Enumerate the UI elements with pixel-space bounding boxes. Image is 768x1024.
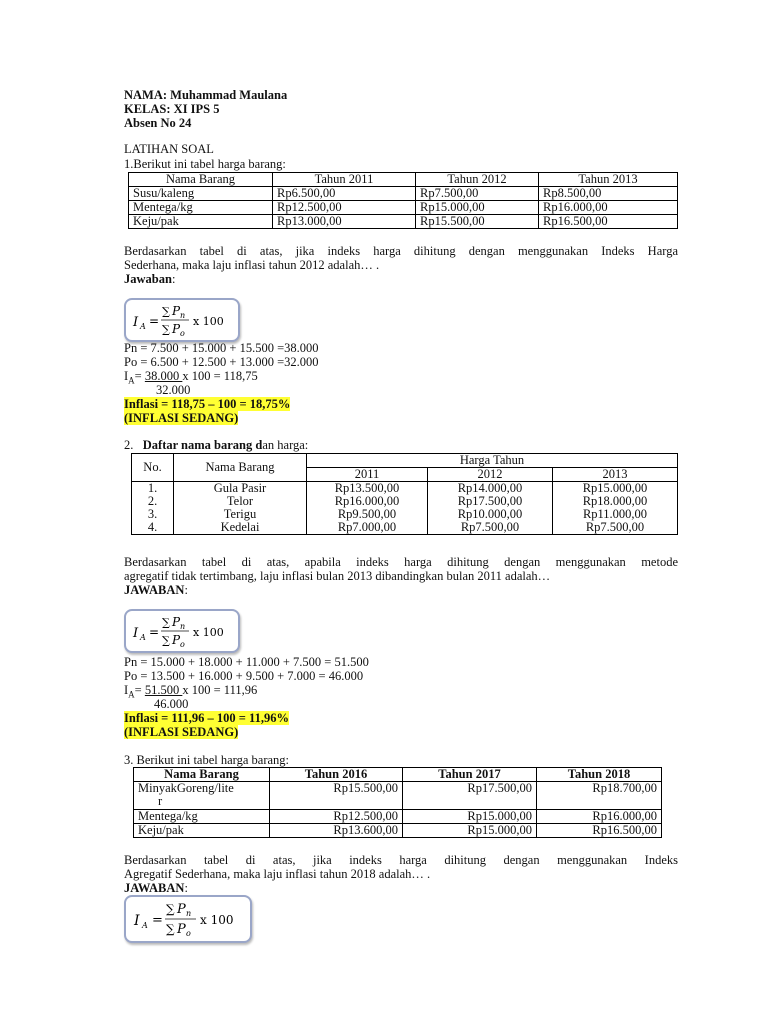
svg-text:∑: ∑ — [166, 902, 175, 916]
table-cell: Rp17.500,00 — [403, 782, 537, 810]
svg-text:P: P — [172, 322, 181, 336]
q2-kategori: (INFLASI SEDANG) — [124, 725, 239, 739]
table-cell: Kedelai — [174, 521, 307, 535]
svg-text:n: n — [186, 909, 192, 918]
q1-kategori: (INFLASI SEDANG) — [124, 411, 239, 425]
svg-text:A: A — [140, 633, 146, 642]
header-cell: Tahun 2011 — [273, 173, 416, 187]
table-cell: Rp16.000,00 — [537, 810, 662, 824]
svg-text:o: o — [180, 329, 185, 338]
table-cell: Rp14.000,00 — [428, 482, 553, 496]
table-row — [134, 824, 662, 838]
table-header-row — [134, 768, 662, 782]
table-cell: Rp7.500,00 — [416, 187, 539, 201]
q2-inflasi: Inflasi = 111,96 – 100 = 11,96% — [124, 711, 289, 725]
q2-pn: Pn = 15.000 + 18.000 + 11.000 + 7.500 = 51.500 — [124, 655, 369, 669]
header-cell: Tahun 2018 — [537, 768, 662, 782]
svg-text:n: n — [180, 622, 186, 631]
table-header-row — [129, 173, 678, 187]
svg-text:I: I — [134, 913, 140, 929]
svg-text:∑: ∑ — [162, 616, 170, 629]
q1-question-line2: Sederhana, maka laju inflasi tahun 2012 adalah… . — [124, 258, 380, 272]
table-cell: Rp16.500,00 — [537, 824, 662, 838]
svg-text:P: P — [172, 615, 181, 629]
q3-question-line1: Berdasarkan tabel di atas, jika indeks harga dihitung dengan menggunakan Indeks — [124, 853, 678, 867]
table-cell: Rp7.000,00 — [307, 521, 428, 535]
header-cell: Tahun 2013 — [539, 173, 678, 187]
header-cell: 2011 — [307, 468, 428, 482]
q1-intro: 1.Berikut ini tabel harga barang: — [124, 157, 286, 171]
table-header-row — [132, 454, 678, 468]
q3-answer-label: JAWABAN: — [124, 881, 188, 895]
q1-pn: Pn = 7.500 + 15.000 + 15.500 =38.000 — [124, 341, 319, 355]
q1-question-line1: Berdasarkan tabel di atas, jika indeks harga dihitung dengan menggunakan Indeks Harga — [124, 244, 678, 258]
q1-table — [128, 172, 678, 229]
table-cell: Rp15.000,00 — [416, 201, 539, 215]
table-row — [132, 521, 678, 535]
table-cell: Rp18.000,00 — [553, 495, 678, 508]
table-cell: Rp15.500,00 — [270, 782, 403, 810]
svg-text:∑: ∑ — [166, 922, 175, 936]
table-cell: Rp7.500,00 — [553, 521, 678, 535]
q2-question-line2: agregatif tidak tertimbang, laju inflasi bulan 2013 dibandingkan bulan 2011 adalah… — [124, 569, 551, 583]
svg-text:n: n — [180, 311, 186, 320]
header-cell: Tahun 2012 — [416, 173, 539, 187]
formula-box-3 — [124, 895, 252, 943]
table-cell: Rp8.500,00 — [539, 187, 678, 201]
table-row — [132, 482, 678, 496]
svg-text:o: o — [186, 929, 191, 938]
table-cell: Terigu — [174, 508, 307, 521]
svg-text:x 100: x 100 — [193, 626, 224, 639]
svg-text:=: = — [149, 314, 160, 328]
table-cell: Keju/pak — [134, 824, 270, 838]
table-row — [129, 201, 678, 215]
table-cell: Rp15.000,00 — [403, 810, 537, 824]
q3-intro: 3. Berikut ini tabel harga barang: — [124, 753, 289, 767]
table-row — [129, 187, 678, 201]
table-cell: Keju/pak — [129, 215, 273, 229]
student-absen: Absen No 24 — [124, 116, 192, 130]
header-cell: No. — [132, 454, 174, 482]
q2-po: Po = 13.500 + 16.000 + 9.500 + 7.000 = 46.000 — [124, 669, 364, 683]
table-cell: 4. — [132, 521, 174, 535]
svg-text:=: = — [149, 625, 160, 639]
q2-table — [131, 453, 678, 535]
header-cell: Tahun 2016 — [270, 768, 403, 782]
q3-table — [133, 767, 662, 838]
q1-ia: $I_A= 38.000$ x 100 = 118,75 — [124, 369, 258, 386]
table-cell: Rp16.000,00 — [307, 495, 428, 508]
table-cell: Rp17.500,00 — [428, 495, 553, 508]
table-cell: Rp13.000,00 — [273, 215, 416, 229]
svg-text:o: o — [180, 640, 185, 649]
q2-question-line1: Berdasarkan tabel di atas, apabila indeks harga dihitung dengan menggunakan metode — [124, 555, 678, 569]
q1-answer-label: Jawaban: — [124, 272, 176, 286]
index-formula — [126, 611, 238, 651]
table-row — [134, 782, 662, 810]
table-cell: Rp18.700,00 — [537, 782, 662, 810]
table-cell: Mentega/kg — [129, 201, 273, 215]
header-cell: Nama Barang — [129, 173, 273, 187]
table-cell: Susu/kaleng — [129, 187, 273, 201]
svg-text:∑: ∑ — [162, 323, 170, 336]
index-formula — [126, 897, 250, 941]
q2-ia-den: 46.000 — [154, 697, 189, 711]
table-cell: Rp13.500,00 — [307, 482, 428, 496]
svg-text:A: A — [142, 921, 148, 930]
table-cell: Rp16.500,00 — [539, 215, 678, 229]
table-cell: 3. — [132, 508, 174, 521]
q1-ia-den: 32.000 — [156, 383, 191, 397]
table-cell: 2. — [132, 495, 174, 508]
table-cell: Rp9.500,00 — [307, 508, 428, 521]
svg-text:=: = — [152, 913, 163, 928]
table-cell: Rp13.600,00 — [270, 824, 403, 838]
q1-po: Po = 6.500 + 12.500 + 13.000 =32.000 — [124, 355, 319, 369]
table-cell: Rp6.500,00 — [273, 187, 416, 201]
table-cell: MinyakGoreng/lite r — [134, 782, 270, 810]
svg-text:x 100: x 100 — [193, 315, 224, 328]
table-cell: Rp10.000,00 — [428, 508, 553, 521]
formula-box-1 — [124, 298, 240, 342]
table-cell: Rp7.500,00 — [428, 521, 553, 535]
table-cell: Rp16.000,00 — [539, 201, 678, 215]
table-cell: Rp15.000,00 — [403, 824, 537, 838]
table-cell: Rp11.000,00 — [553, 508, 678, 521]
table-cell: Rp15.500,00 — [416, 215, 539, 229]
latihan-title: LATIHAN SOAL — [124, 142, 214, 156]
table-cell: 1. — [132, 482, 174, 496]
q1-inflasi: Inflasi = 118,75 – 100 = 18,75% — [124, 397, 291, 411]
q2-intro: 2. Daftar nama barang dan harga: — [124, 438, 309, 452]
header-cell: Tahun 2017 — [403, 768, 537, 782]
svg-text:A: A — [140, 322, 146, 331]
svg-text:P: P — [177, 902, 186, 917]
header-cell: 2012 — [428, 468, 553, 482]
student-name: NAMA: Muhammad Maulana — [124, 88, 288, 102]
q2-ia: $I_A= 51.500$ x 100 = 111,96 — [124, 683, 258, 700]
svg-text:∑: ∑ — [162, 305, 170, 318]
svg-text:P: P — [172, 633, 181, 647]
q3-question-line2: Agregatif Sederhana, maka laju inflasi tahun 2018 adalah… . — [124, 867, 431, 881]
table-cell: Gula Pasir — [174, 482, 307, 496]
svg-text:P: P — [177, 922, 186, 937]
table-cell: Rp15.000,00 — [553, 482, 678, 496]
svg-text:∑: ∑ — [162, 634, 170, 647]
svg-text:I: I — [133, 626, 139, 641]
header-cell: Nama Barang — [174, 454, 307, 482]
table-row — [134, 810, 662, 824]
header-cell: Nama Barang — [134, 768, 270, 782]
svg-text:P: P — [172, 304, 181, 318]
table-cell: Rp12.500,00 — [273, 201, 416, 215]
header-cell: 2013 — [553, 468, 678, 482]
table-cell: Telor — [174, 495, 307, 508]
student-class: KELAS: XI IPS 5 — [124, 102, 220, 116]
formula-box-2 — [124, 609, 240, 653]
table-row — [129, 215, 678, 229]
q2-answer-label: JAWABAN: — [124, 583, 188, 597]
table-cell: Rp12.500,00 — [270, 810, 403, 824]
svg-text:I: I — [133, 315, 139, 330]
index-formula — [126, 300, 238, 340]
svg-text:x 100: x 100 — [200, 913, 234, 927]
header-cell: Harga Tahun — [307, 454, 678, 468]
table-cell: Mentega/kg — [134, 810, 270, 824]
